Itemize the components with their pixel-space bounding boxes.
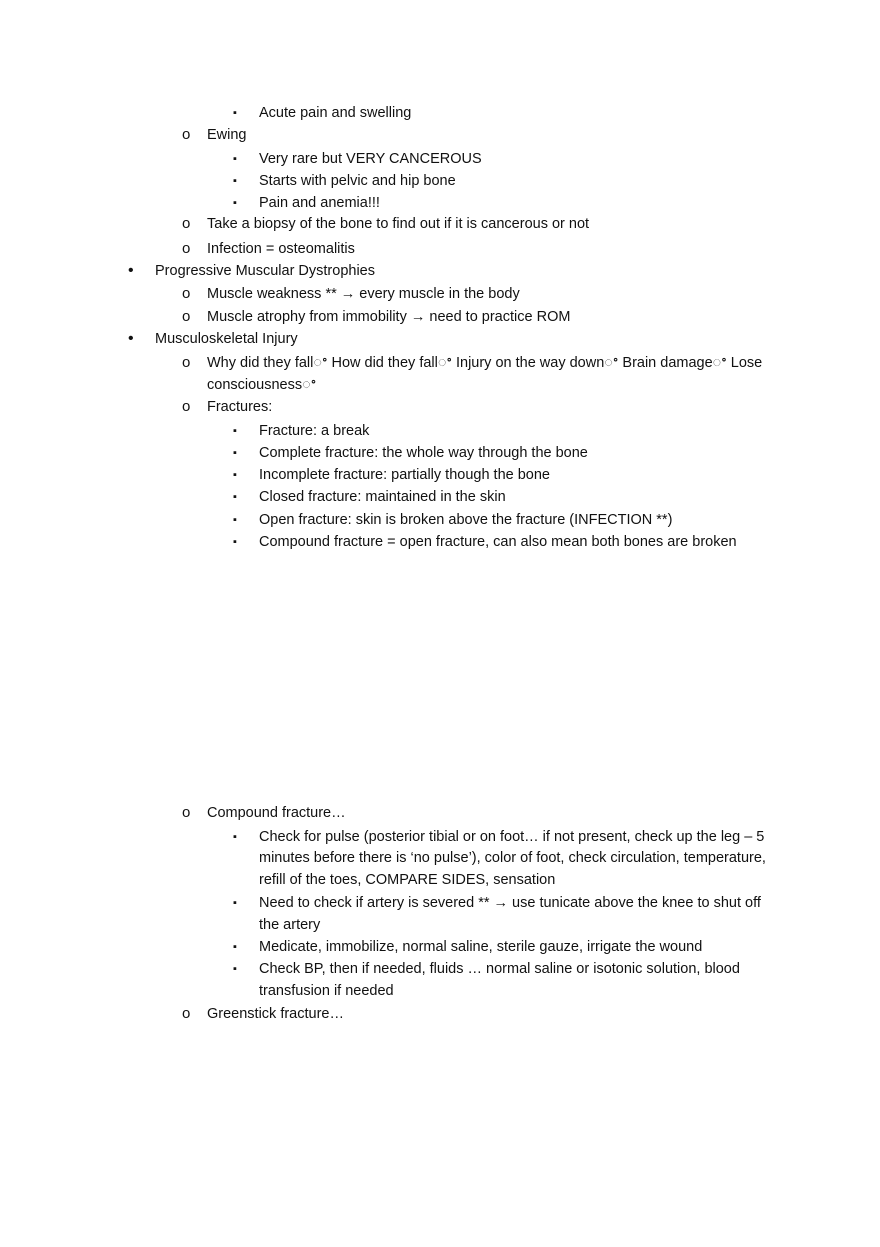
list-item-continuation: minutes before there is ‘no pulse’), color of foot, check circulation, temperature,: [259, 850, 766, 866]
list-item: Open fracture: skin is broken above the fracture (INFECTION **): [259, 512, 673, 528]
list-item: Take a biopsy of the bone to find out if it is cancerous or not: [207, 216, 590, 232]
square-bullet: ▪: [233, 963, 237, 975]
list-item: Medicate, immobilize, normal saline, sterile gauze, irrigate the wound: [259, 939, 703, 955]
list-item-continuation: consciousnessꢀ: [207, 377, 317, 393]
circle-bullet: o: [182, 285, 191, 302]
square-bullet: ▪: [233, 469, 237, 481]
list-item-continuation: refill of the toes, COMPARE SIDES, sensation: [259, 872, 556, 888]
square-bullet: ▪: [233, 107, 237, 119]
circle-bullet: o: [182, 126, 191, 143]
circle-bullet: o: [182, 804, 191, 821]
square-bullet: ▪: [233, 491, 237, 503]
circle-bullet: o: [182, 1005, 191, 1022]
list-item: Muscle weakness ** → every muscle in the body: [207, 286, 520, 302]
list-item: Why did they fallꢀ How did they fallꢀ Injury on the way downꢀ Brain damageꢀ Lose: [207, 355, 763, 371]
square-bullet: ▪: [233, 831, 237, 843]
list-item: Very rare but VERY CANCEROUS: [259, 151, 482, 167]
list-item: Incomplete fracture: partially though the bone: [259, 467, 550, 483]
list-item: Fracture: a break: [259, 423, 370, 439]
circle-bullet: o: [182, 240, 191, 257]
list-item: Check for pulse (posterior tibial or on foot… if not present, check up the leg – 5: [259, 829, 765, 845]
square-bullet: ▪: [233, 175, 237, 187]
list-item: Compound fracture…: [207, 805, 346, 821]
bullet: •: [128, 262, 134, 279]
list-item: Starts with pelvic and hip bone: [259, 173, 456, 189]
bullet: •: [128, 330, 134, 347]
circle-bullet: o: [182, 308, 191, 325]
circle-bullet: o: [182, 215, 191, 232]
list-item: Fractures:: [207, 399, 273, 415]
square-bullet: ▪: [233, 153, 237, 165]
list-item: Complete fracture: the whole way through the bone: [259, 445, 588, 461]
list-item-continuation: transfusion if needed: [259, 983, 394, 999]
section-heading: Musculoskeletal Injury: [155, 331, 298, 347]
square-bullet: ▪: [233, 447, 237, 459]
square-bullet: ▪: [233, 514, 237, 526]
list-item: Muscle atrophy from immobility → need to practice ROM: [207, 309, 571, 325]
list-item: Compound fracture = open fracture, can also mean both bones are broken: [259, 534, 737, 550]
list-item: Acute pain and swelling: [259, 105, 412, 121]
list-item: Pain and anemia!!!: [259, 195, 380, 211]
square-bullet: ▪: [233, 941, 237, 953]
list-item-continuation: the artery: [259, 917, 321, 933]
section-heading: Progressive Muscular Dystrophies: [155, 263, 375, 279]
square-bullet: ▪: [233, 897, 237, 909]
list-item: Ewing: [207, 127, 247, 143]
list-item: Need to check if artery is severed ** → use tunicate above the knee to shut off: [259, 895, 761, 911]
square-bullet: ▪: [233, 197, 237, 209]
square-bullet: ▪: [233, 425, 237, 437]
list-item: Closed fracture: maintained in the skin: [259, 489, 506, 505]
circle-bullet: o: [182, 354, 191, 371]
list-item: Infection = osteomalitis: [207, 241, 355, 257]
list-item: Greenstick fracture…: [207, 1006, 344, 1022]
list-item: Check BP, then if needed, fluids … normal saline or isotonic solution, blood: [259, 961, 740, 977]
circle-bullet: o: [182, 398, 191, 415]
square-bullet: ▪: [233, 536, 237, 548]
